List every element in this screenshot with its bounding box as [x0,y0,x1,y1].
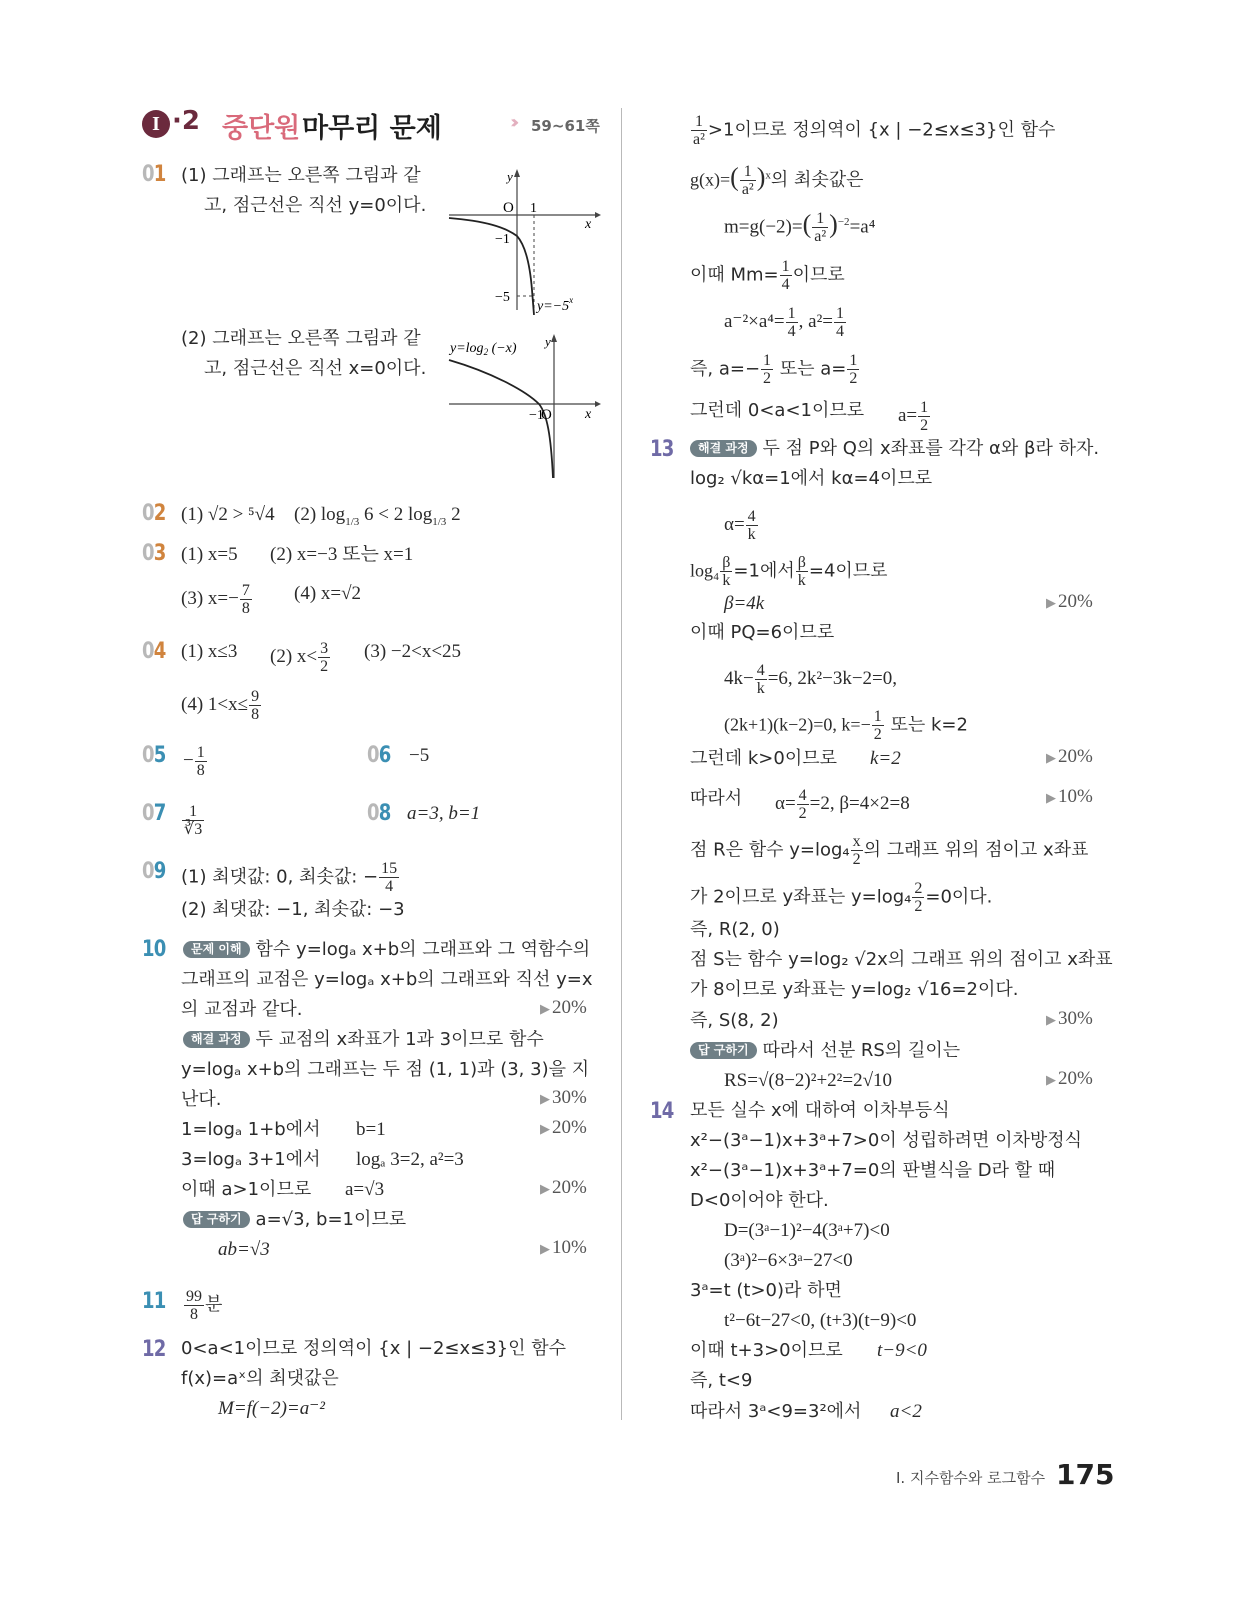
problem-number-04: 04 [142,639,166,664]
p09-answer-1: (1) 최댓값: 0, 최솟값: − $\frac{15}{4}$ [181,860,398,895]
p13-text-17: 답 구하기 따라서 선분 RS의 길이는 [690,1039,960,1063]
footer-chapter-label: I. 지수함수와 로그함수 [896,1469,1046,1487]
problem-number-08: 08 [367,801,391,826]
svg-text:−1: −1 [529,408,544,423]
p01-text-4: 고, 점근선은 직선 x=0이다. [204,358,427,379]
p14-text-1: 모든 실수 x에 대하여 이차부등식 [690,1100,950,1121]
score-p10-4: ▶ 20% [540,1177,587,1198]
chevron-double-icon: ››› [510,112,514,133]
p14-text-9a: 이때 t+3>0이므로 [690,1340,843,1361]
problem-number-01: 01 [142,162,166,187]
p14-text-6: (3ᵃ)²−6×3ᵃ−27<0 [724,1250,853,1271]
p13-text-6: 이때 PQ=6이므로 [690,622,835,643]
problem-number-05: 05 [142,743,166,768]
p02-answer-1: (1) √2 > ⁵√4 [181,504,275,525]
section-number: ·2 [172,106,200,136]
p14-text-3: x²−(3ᵃ−1)x+3ᵃ+7=0의 판별식을 D라 할 때 [690,1160,1056,1181]
problem-number-07: 07 [142,801,166,826]
score-p10-2: ▶ 30% [540,1087,587,1108]
p10-text-9a: 이때 a>1이므로 [181,1179,312,1200]
p13-text-4: log₄ $\frac{\beta}{k}$ =1에서 $\frac{\beta}{k}$ =4이므로 [690,554,888,589]
svg-text:x: x [585,407,592,422]
p03-answer-2: (2) x=−3 또는 x=1 [270,544,414,565]
p10-text-9b: a=√3 [345,1179,385,1200]
score-p13-1: ▶ 20% [1046,591,1093,612]
p02-answer-2: (2) $\log_{1/3} 6 < 2$ $\log_{1/3} 2$ [294,504,461,528]
p10-text-4: 해결 과정 두 교점의 x좌표가 1과 3이므로 함수 [183,1028,544,1052]
p12-text-1: 0<a<1이므로 정의역이 {x | −2≤x≤3}인 함수 [181,1338,567,1359]
p13-text-16: 즉, S(8, 2) [690,1010,779,1031]
p13-text-10b: α= $\frac{4}{2}$ =2, β=4×2=8 [775,787,910,822]
p01-text-2: 고, 점근선은 직선 y=0이다. [204,195,427,216]
problem-number-03: 03 [142,541,166,566]
p12-right-3: m=g(−2)=( $\frac{1}{\text{a²}}$ )$^{-2}$=a⁴ [724,209,876,246]
p13-text-2: log₂ √kα=1에서 kα=4이므로 [690,468,933,489]
chapter-badge: I [142,110,170,138]
p12-right-7-answer: a= $\frac{1}{2}$ [898,399,929,434]
svg-text:1: 1 [530,201,537,216]
page-title: 마무리 문제 [302,113,442,144]
p10-text-8a: 3=logₐ 3+1에서 [181,1149,321,1170]
p13-text-7: 4k− $\frac{4}{k}$ =6, 2k²−3k−2=0, [724,662,898,697]
badge-solve-process: 해결 과정 [690,440,757,457]
p03-answer-1: (1) x=5 [181,544,238,565]
p13-text-10a: 따라서 [690,788,743,809]
p10-text-5: y=logₐ x+b의 그래프는 두 점 (1, 1)과 (3, 3)을 지 [181,1059,590,1080]
problem-number-13: 13 [650,437,674,462]
p10-text-7b: b=1 [356,1119,386,1140]
problem-number-14: 14 [650,1099,674,1124]
svg-text:y: y [545,334,551,349]
badge-get-answer: 답 구하기 [183,1211,250,1228]
problem-number-09: 09 [142,859,166,884]
column-divider [621,108,622,1420]
p01-text-1: (1) 그래프는 오른쪽 그림과 같 [181,165,421,186]
p14-text-5: D=(3ᵃ−1)²−4(3ᵃ+7)<0 [724,1220,890,1241]
svg-text:x: x [585,217,592,232]
p12-text-3: M=f(−2)=a⁻² [218,1398,325,1419]
p06-answer: −5 [409,745,430,766]
score-p13-2: ▶ 20% [1046,746,1093,767]
p10-text-10: 답 구하기 a=√3, b=1이므로 [183,1208,406,1232]
p13-text-3: α= $\frac{4}{k}$ [724,508,756,543]
p12-right-1: $\frac{1}{\text{a²}}$ >1이므로 정의역이 {x | −2≤x≤3}인 함수 [693,113,1056,148]
p13-text-11: 점 R은 함수 y=log₄ $\frac{x}{2}$ 의 그래프 위의 점이고 x좌표 [690,833,1089,868]
p14-text-2: x²−(3ᵃ−1)x+3ᵃ+7>0이 성립하려면 이차방정식 [690,1130,1083,1151]
p13-text-14: 점 S는 함수 y=log₂ √2x의 그래프 위의 점이고 x좌표 [690,949,1113,970]
p01-text-3: (2) 그래프는 오른쪽 그림과 같 [181,328,421,349]
page-number: 175 [1056,1458,1115,1491]
p11-answer: $\frac{99}{8}$ 분 [186,1288,223,1323]
svg-text:y: y [507,169,513,184]
p13-text-1: 해결 과정 두 점 P와 Q의 x좌표를 각각 α와 β라 하자. [690,437,1099,461]
p14-text-11a: 따라서 3ᵃ<9=3²에서 [690,1401,862,1422]
p14-text-9b: t−9<0 [877,1340,927,1361]
svg-text:−1: −1 [495,232,510,247]
page-reference: 59~61쪽 [531,117,600,135]
p08-answer: a=3, b=1 [407,803,481,824]
p10-text-1: 문제 이해 함수 y=logₐ x+b의 그래프와 그 역함수의 [183,938,590,962]
p04-answer-4: (4) 1<x≤ $\frac{9}{8}$ [181,688,260,723]
score-p10-5: ▶ 10% [540,1237,587,1258]
p14-text-7: 3ᵃ=t (t>0)라 하면 [690,1280,842,1301]
p10-text-6: 난다. [181,1089,222,1110]
p13-text-13: 즉, R(2, 0) [690,919,780,940]
p10-text-3: 의 교점과 같다. [181,999,303,1020]
svg-text:O: O [503,200,514,216]
p13-text-5: β=4k [724,593,765,614]
p03-answer-4: (4) x=√2 [294,583,362,604]
score-p10-3: ▶ 20% [540,1117,587,1138]
p14-text-8: t²−6t−27<0, (t+3)(t−9)<0 [724,1310,917,1331]
score-p10-1: ▶ 20% [540,997,587,1018]
page-title-accent: 중단원 [222,113,301,144]
svg-text:y=log2 (−x): $y=\log_2$ (−x) [450,341,517,357]
badge-solve-process: 해결 과정 [183,1031,250,1048]
p04-answer-2: (2) x< $\frac{3}{2}$ [270,640,329,675]
p13-text-9a: 그런데 k>0이므로 [690,748,838,769]
problem-number-06: 06 [367,743,391,768]
p12-right-6: 즉, a=− $\frac{1}{2}$ 또는 a= $\frac{1}{2}$ [690,352,858,387]
svg-text:y=−5x: $y=-5^x$ [537,295,574,314]
problem-number-10: 10 [142,937,166,962]
score-p13-5: ▶ 20% [1046,1068,1093,1089]
p12-text-2: f(x)=aˣ의 최댓값은 [181,1368,339,1389]
score-p13-3: ▶ 10% [1046,786,1093,807]
p12-right-4: 이때 Mm= $\frac{1}{4}$ 이므로 [690,258,845,293]
p14-text-10: 즉, t<9 [690,1370,753,1391]
problem-number-02: 02 [142,501,166,526]
p10-text-8b: logₐ 3=2, a²=3 [356,1149,464,1170]
p13-text-9b: k=2 [870,748,901,769]
p14-text-4: D<0이어야 한다. [690,1190,829,1211]
p10-text-11: ab=√3 [218,1239,270,1260]
p13-text-18: RS=√(8−2)²+2²=2√10 [724,1070,893,1091]
p05-answer: − $\frac{1}{8}$ [183,744,205,779]
graph-exponential [445,165,605,315]
badge-get-answer: 답 구하기 [690,1042,757,1059]
p12-right-5: a⁻²×a⁴= $\frac{1}{4}$ , a²= $\frac{1}{4}$ [724,305,845,340]
p10-text-7a: 1=logₐ 1+b에서 [181,1119,321,1140]
svg-text:−5: −5 [495,290,510,305]
p12-right-7: 그런데 0<a<1이므로 [690,400,865,421]
p12-right-2: g(x)=( $\frac{1}{\text{a²}}$ )$^x$의 최솟값은 [690,162,864,198]
score-p13-4: ▶ 30% [1046,1008,1093,1029]
p13-text-8: (2k+1)(k−2)=0, k=− $\frac{1}{2}$ 또는 k=2 [724,708,968,743]
p13-text-12: 가 2이므로 y좌표는 y=log₄ $\frac{2}{2}$ =0이다. [690,880,993,915]
graph-logarithmic [445,330,605,480]
problem-number-11: 11 [142,1289,166,1314]
p13-text-15: 가 8이므로 y좌표는 y=log₂ √16=2이다. [690,979,1019,1000]
p10-text-2: 그래프의 교점은 y=logₐ x+b의 그래프와 직선 y=x [181,969,593,990]
p04-answer-1: (1) x≤3 [181,641,238,662]
p09-answer-2: (2) 최댓값: −1, 최솟값: −3 [181,899,405,920]
p14-text-11b: a<2 [890,1401,922,1422]
problem-number-12: 12 [142,1337,166,1362]
p04-answer-3: (3) −2<x<25 [364,641,462,662]
badge-understand: 문제 이해 [183,941,250,958]
svg-text:O: O [541,407,552,423]
p03-answer-3: (3) x=− $\frac{7}{8}$ [181,582,250,617]
p07-answer: $\frac{1}{∛3}$ [184,803,203,838]
